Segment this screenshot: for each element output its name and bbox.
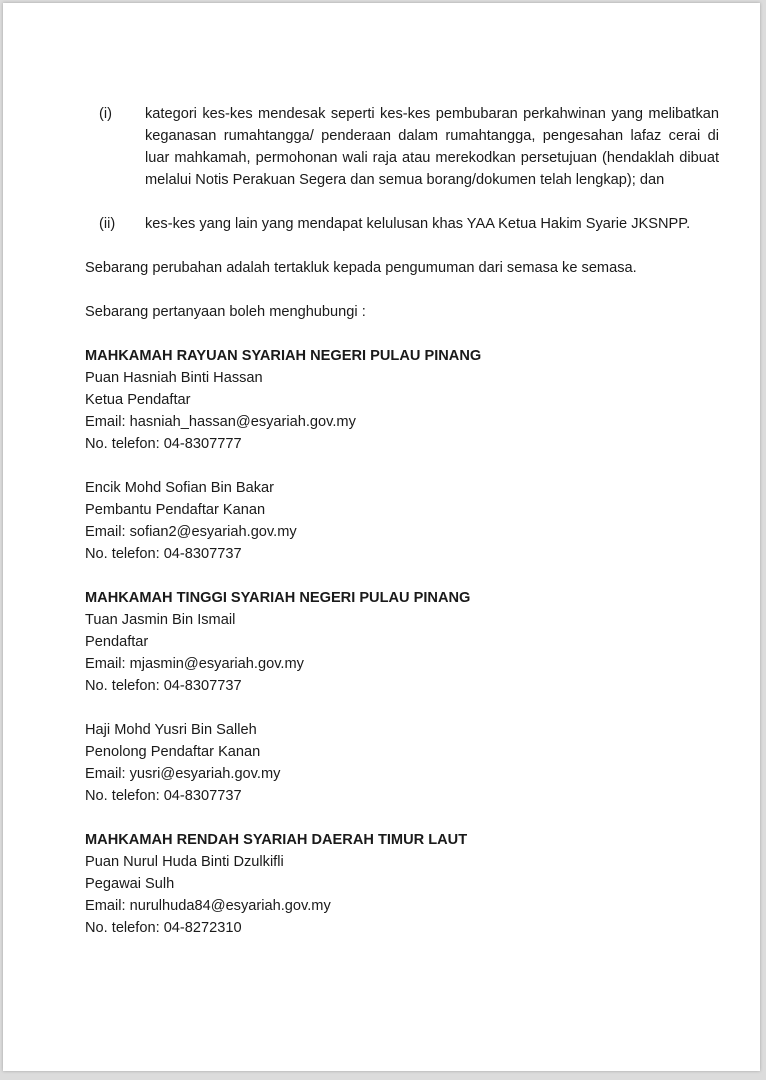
contact-email: Email: mjasmin@esyariah.gov.my [85, 656, 304, 672]
contact-title: Pembantu Pendaftar Kanan [85, 502, 266, 518]
list-item-number: (i) [99, 106, 112, 122]
court-heading: MAHKAMAH RAYUAN SYARIAH NEGERI PULAU PINANG [85, 348, 482, 364]
list-item-text: kategori kes-kes mendesak seperti kes-kes pembubaran perkahwinan yang melibatkan keganasan rumahtangga/ penderaan dalam rumahtangga, pengesahan lafaz cerai di luar mahkamah, permohonan wali raja atau merekodkan persetujuan (hendaklah dibuat melalui Notis Perakuan Segera dan semua borang/dokumen telah lengkap); dan [145, 106, 719, 188]
contact-name: Tuan Jasmin Bin Ismail [85, 612, 236, 628]
list-item-number: (ii) [99, 216, 116, 232]
contact-block [85, 719, 719, 807]
list-item [85, 103, 719, 191]
document-content [85, 103, 719, 961]
contact-email: Email: hasniah_hassan@esyariah.gov.my [85, 414, 356, 430]
contact-email: Email: yusri@esyariah.gov.my [85, 766, 281, 782]
contact-name: Puan Nurul Huda Binti Dzulkifli [85, 854, 284, 870]
contact-email: Email: sofian2@esyariah.gov.my [85, 524, 297, 540]
document-page [3, 3, 760, 1071]
contact-title: Ketua Pendaftar [85, 392, 191, 408]
enquiry-paragraph: Sebarang pertanyaan boleh menghubungi : [85, 304, 366, 320]
contact-block [85, 587, 719, 697]
contact-phone: No. telefon: 04-8307737 [85, 788, 242, 804]
contact-phone: No. telefon: 04-8272310 [85, 920, 242, 936]
court-heading: MAHKAMAH RENDAH SYARIAH DAERAH TIMUR LAUT [85, 832, 468, 848]
list-item-text: kes-kes yang lain yang mendapat kelulusan khas YAA Ketua Hakim Syarie JKSNPP. [145, 216, 691, 232]
contact-block [85, 345, 719, 455]
contact-block [85, 829, 719, 939]
contact-title: Pendaftar [85, 634, 149, 650]
contact-name: Encik Mohd Sofian Bin Bakar [85, 480, 275, 496]
court-heading: MAHKAMAH TINGGI SYARIAH NEGERI PULAU PINANG [85, 590, 471, 606]
contact-block [85, 477, 719, 565]
contact-phone: No. telefon: 04-8307737 [85, 546, 242, 562]
contact-name: Puan Hasniah Binti Hassan [85, 370, 263, 386]
contact-phone: No. telefon: 04-8307737 [85, 678, 242, 694]
contact-phone: No. telefon: 04-8307777 [85, 436, 242, 452]
list-item [85, 213, 719, 235]
contact-title: Penolong Pendaftar Kanan [85, 744, 261, 760]
contact-name: Haji Mohd Yusri Bin Salleh [85, 722, 257, 738]
contact-email: Email: nurulhuda84@esyariah.gov.my [85, 898, 331, 914]
notice-paragraph: Sebarang perubahan adalah tertakluk kepada pengumuman dari semasa ke semasa. [85, 260, 637, 276]
contact-title: Pegawai Sulh [85, 876, 175, 892]
